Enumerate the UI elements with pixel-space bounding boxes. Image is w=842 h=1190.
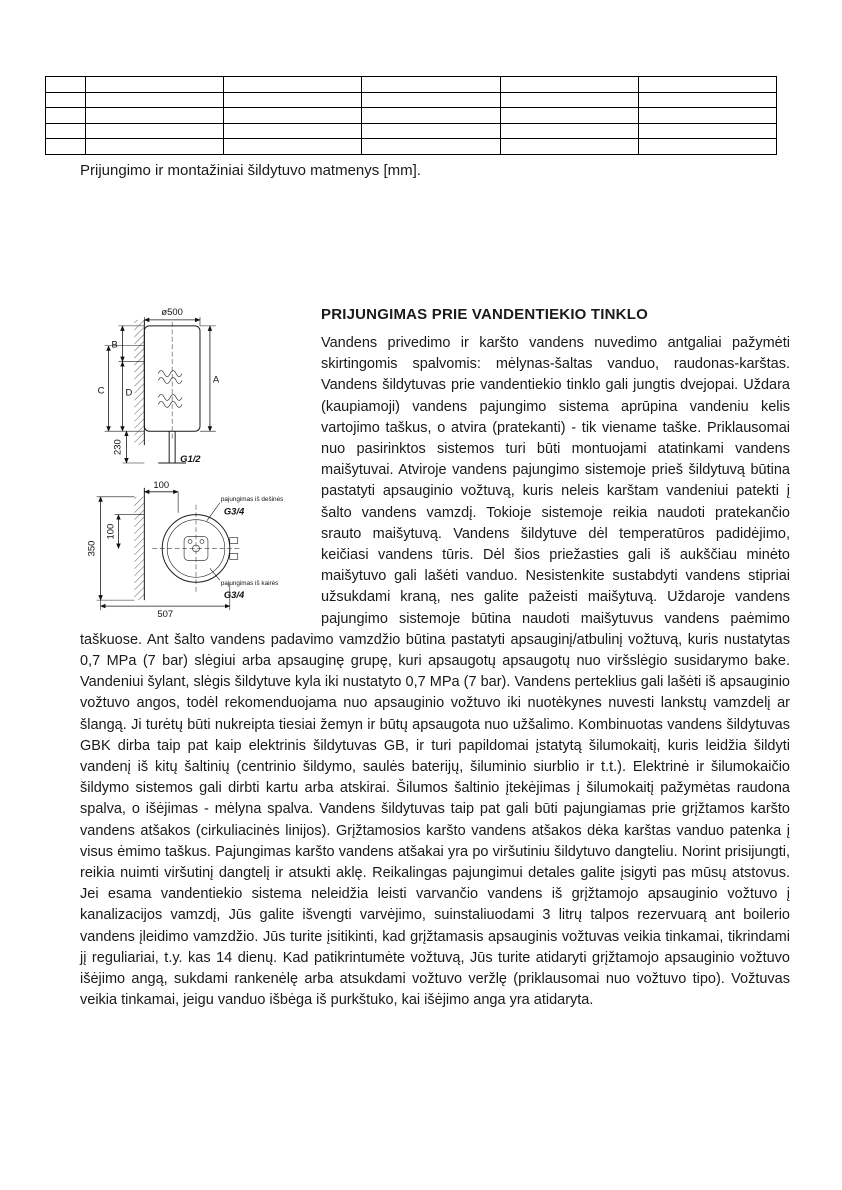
table-cell xyxy=(362,77,501,93)
dim-label-a: A xyxy=(212,374,220,386)
table-cell xyxy=(501,77,639,93)
heater-front-view xyxy=(98,307,220,465)
table-caption: Prijungimo ir montažiniai šildytuvo matmenys [mm]. xyxy=(80,161,421,179)
table-cell xyxy=(639,108,777,124)
table-cell xyxy=(46,108,86,124)
table-cell xyxy=(362,139,501,155)
dim-label-c: C xyxy=(97,385,105,397)
table-cell xyxy=(639,92,777,108)
table-cell xyxy=(86,92,224,108)
section-content xyxy=(80,306,790,1012)
dim-label-b: B xyxy=(111,339,118,351)
dim-label-507: 507 xyxy=(157,609,174,621)
table-cell xyxy=(639,139,777,155)
dim-label-100-top: 100 xyxy=(153,479,170,491)
table-cell xyxy=(224,108,362,124)
technical-diagram xyxy=(80,306,315,622)
heater-dimension-drawing xyxy=(80,306,315,622)
connection-left-label: pajungimas iš kairės xyxy=(220,580,279,588)
heater-top-view xyxy=(87,480,284,620)
table-cell xyxy=(501,108,639,124)
table-row xyxy=(46,92,777,108)
table-row xyxy=(46,77,777,93)
section-heading: PRIJUNGIMAS PRIE VANDENTIEKIO TINKLO xyxy=(321,305,648,323)
table-row xyxy=(46,139,777,155)
dim-label-350: 350 xyxy=(86,540,98,557)
table-cell xyxy=(86,108,224,124)
connection-right-label: pajungimas iš dešinės xyxy=(220,495,284,503)
diameter-label: ø500 xyxy=(161,306,183,318)
thread-label-bottom: G1/2 xyxy=(180,453,201,465)
table-cell xyxy=(639,123,777,139)
table-cell xyxy=(86,139,224,155)
table-cell xyxy=(46,123,86,139)
table-cell xyxy=(501,123,639,139)
table-cell xyxy=(224,139,362,155)
table-cell xyxy=(46,139,86,155)
table-cell xyxy=(224,123,362,139)
table-row xyxy=(46,108,777,124)
table-cell xyxy=(501,92,639,108)
dim-label-d: D xyxy=(125,387,133,399)
table-cell xyxy=(362,108,501,124)
body-text: Vandens privedimo ir karšto vandens nuvedimo antgaliai pažymėti skirtingomis spalvomis: mėlynas-šaltas vanduo, raudonas-karštas. Vandens šildytuvas prie vandentiekio tinklo gali jungtis dvejopai. Uždara (kaupiamoji) vandens pajungimo sistema aprūpina vandeniu kelis vartojimo taškus, o atvira (pratekanti) - tik viename taške. Priklausomai nuo pasirinktos sistemos turi būti montuojami atatinkami vandens maišytuvai. Atviroje vandens pajungimo sistemoje prieš šildytuvą būtina pastatyti apsauginio vožtuvą, kuris neleis karštam vandeniui patekti į šalto vandens vamzdį. Tokioje sistemoje reikia naudoti pratekančio srauto maišytuvą. Vandens šildytuve dėl temperatūros padidėjimo, keičiasi vandens tūris. Dėl šios priežasties gali iš aukščiau minėto maišytuvo gali lašėti vanduo. Nesistenkite sustabdyti vandens stipriai užsukdami kraną, nes galite pažeisti maišytuvą. Uždaroje vandens pajungimo sistemoje būtina naudoti maišytuvus vandens paėmimo taškuose. Ant šalto vandens padavimo vamzdžio būtina pastatyti apsauginį/atbulinį vožtuvą, kuris nustatytas 0,7 MPa (7 bar) slėgiui arba apsauginę grupę, kuri apsaugotų apsaugotų nuo viršslėgio susidarymo bake. Vandeniui šylant, slėgis šildytuve kyla iki nustatyto 0,7 MPa (7 bar). Vandens perteklius gali lašėti iš apsauginio vožtuvo angos, todėl rekomenduojama nuo apsauginio vožtuvo iki nuotėkynes nuvesti lankstų vamzdelį ar šlangą. Ji turėtų būti nukreipta tiesiai žemyn ir būtų apsaugota nuo užšalimo. Kombinuotas vandens šildytuvas GBK dirba taip pat kaip elektrinis šildytuvas GB, ir turi papildomai įstatytą šilumokaitį, kuris leidžia šildyti vandenį iš kitų šaltinių (centrinio šildymo, saulės baterijų, šiluminio siurblio ir t.t.). Elektrinė ir šilumokaičio šildymo sistemos gali dirbti kartu arba atskirai. Šilumos šaltinio įtekėjimas į šilumokaitį pažymėtas raudona spalva, o išėjimas - mėlyna spalva. Vandens šildytuvas taip pat gali būti pajungiamas prie grįžtamos karšto vandens atšakos (cirkuliacinės linijos). Grįžtamosios karšto vandens atšakos dėka karštas vanduo patenka į visus ėmimo taškus. Pajungimas karšto vandens atšakai yra po viršutiniu šildytuvo dangteliu. Norint prisijungti, reikia nuimti viršutinį dangtelį ir atsukti aklę. Reikalingas pajungimui detales galite įsigyti pas mūsų atstovus. Jei esama vandentiekio sistema neleidžia leisti varvančio vandens iš grįžtamojo apsauginio vožtuvo į kanalizacijos vamzdį, Jūs galite išvengti varvėjimo, suinstaliuodami 3 litrų talpos rezervuarą ant boilerio vandens įleidimo vamzdžio. Jūs turite įsitikinti, kad grįžtamasis apsauginis vožtuvas veikia tinkamai, tikrindami jį reguliariai, t.y. kas 14 dienų. Kad patikrintumėte vožtuvą, Jūs turite atidaryti grįžtamojo apsauginio vožtuvo išėjimo angą, sukdami rankenėlę arba atsukdami vožtuvo veržlę (priklausomai nuo vožtuvo tipo). Vožtuvas veikia tinkamai, jeigu vanduo išbėga iš purkštuko, kai išėjimo anga yra atidaryta. xyxy=(80,334,790,1009)
table-cell xyxy=(46,92,86,108)
table-cell xyxy=(362,123,501,139)
thread-label-right: G3/4 xyxy=(223,506,245,518)
dim-label-100-left: 100 xyxy=(105,523,117,540)
table-cell xyxy=(362,92,501,108)
table-cell xyxy=(86,123,224,139)
table-cell xyxy=(46,77,86,93)
table-row xyxy=(46,123,777,139)
thread-label-left: G3/4 xyxy=(223,590,245,602)
dimensions-table xyxy=(45,76,777,155)
table-cell xyxy=(224,92,362,108)
table-cell xyxy=(639,77,777,93)
table-cell xyxy=(224,77,362,93)
dim-label-230: 230 xyxy=(112,439,124,455)
table-cell xyxy=(86,77,224,93)
table-cell xyxy=(501,139,639,155)
